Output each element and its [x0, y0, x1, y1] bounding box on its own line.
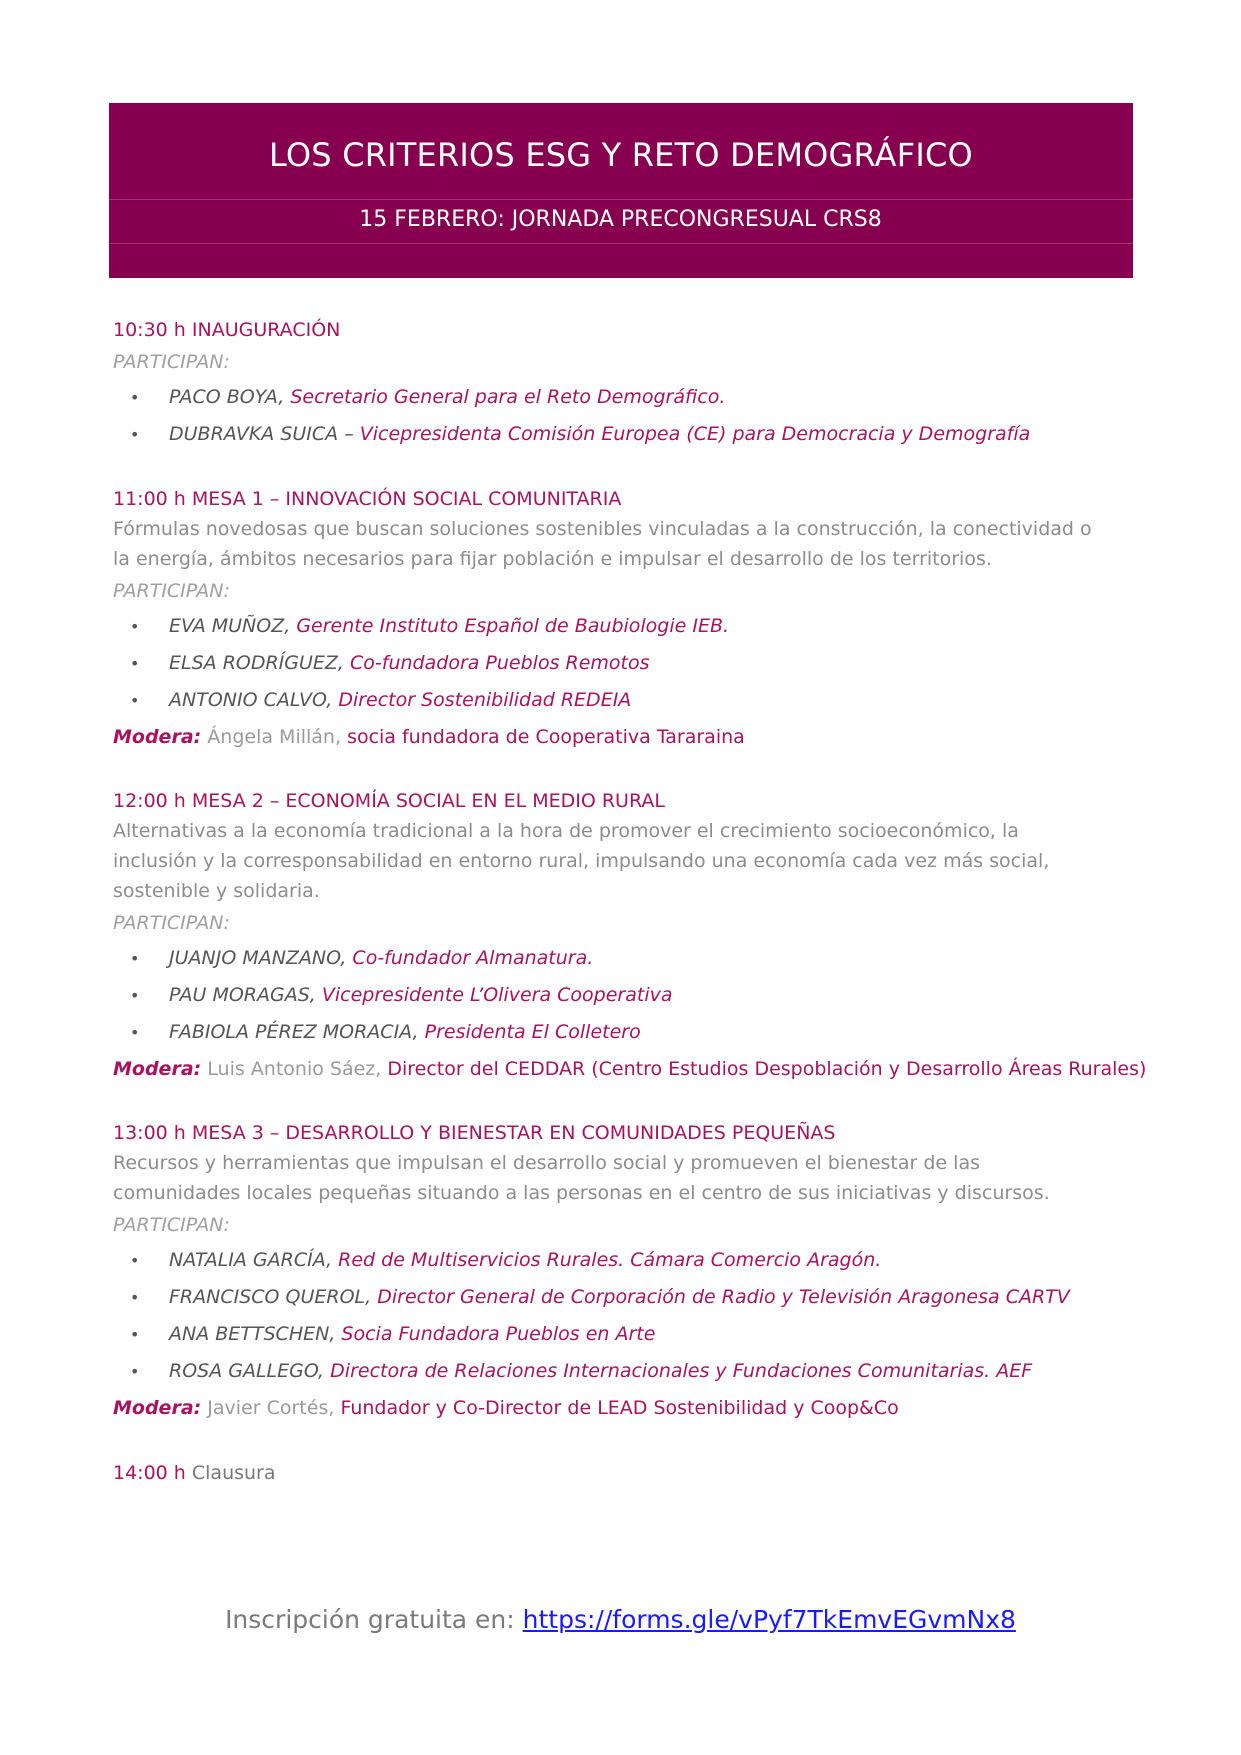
speaker-list [113, 940, 1193, 1051]
session-description: Fórmulas novedosas que buscan soluciones sostenibles vinculadas a la construcción, la conectividad o [113, 518, 1092, 540]
closing-time: 14:00 h [113, 1462, 186, 1484]
speaker-item [113, 682, 1193, 719]
moderator-line [113, 1390, 1193, 1426]
speaker-item [113, 1279, 1193, 1316]
session-heading [113, 485, 1193, 514]
session-description: inclusión y la corresponsabilidad en entorno rural, impulsando una economía cada vez más social, [113, 850, 1050, 872]
bullet-icon: • [130, 617, 140, 636]
session-heading [113, 787, 1193, 816]
moderator-role: socia fundadora de Cooperativa Tararaina [347, 726, 745, 748]
moderator-line [113, 719, 1193, 755]
speaker-role: Vicepresidente L’Olivera Cooperativa [321, 984, 673, 1006]
speaker-list [113, 608, 1193, 719]
moderator-name: Luis Antonio Sáez, [207, 1058, 382, 1080]
document-title: LOS CRITERIOS ESG Y RETO DEMOGRÁFICO [269, 136, 973, 174]
speaker-name: EVA MUÑOZ, [169, 615, 291, 637]
closing-line [113, 1458, 1193, 1488]
speaker-role: Directora de Relaciones Internacionales y Fundaciones Comunitarias. AEF [330, 1360, 1033, 1382]
speaker-role: Gerente Instituto Español de Baubiologie IEB [296, 615, 724, 637]
speaker-name: FRANCISCO QUEROL, [169, 1286, 372, 1308]
title-banner [109, 103, 1133, 278]
registration-label: Inscripción gratuita en: [225, 1605, 515, 1634]
speaker-item [113, 1014, 1193, 1051]
speaker-name: ANA BETTSCHEN, [169, 1323, 336, 1345]
speaker-item [113, 940, 1193, 977]
banner-divider-bottom [109, 243, 1133, 244]
bullet-icon: • [130, 1325, 140, 1344]
participan-label: PARTICIPAN: [113, 351, 230, 373]
speaker-role: Secretario General para el Reto Demográfico [290, 386, 720, 408]
session-time: 13:00 h [113, 1122, 186, 1144]
bullet-icon: • [130, 388, 140, 407]
closing-text: Clausura [191, 1462, 276, 1484]
moderator-label: Modera: [113, 1397, 202, 1419]
session-description: Alternativas a la economía tradicional a la hora de promover el crecimiento socioeconómico, la [113, 820, 1019, 842]
speaker-role: Socia Fundadora Pueblos en Arte [341, 1323, 656, 1345]
speaker-role: Co-fundadora Pueblos Remotos [350, 652, 650, 674]
speaker-name: NATALIA GARCÍA, [169, 1249, 333, 1271]
bullet-icon: • [130, 1288, 140, 1307]
session-title: INAUGURACIÓN [191, 319, 341, 341]
speaker-role: Director General de Corporación de Radio y Televisión Aragonesa CARTV [377, 1286, 1070, 1308]
speaker-item [113, 608, 1193, 645]
participan-label: PARTICIPAN: [113, 580, 230, 602]
session-description: sostenible y solidaria. [113, 880, 320, 902]
speaker-list [113, 1242, 1193, 1390]
speaker-role: Director Sostenibilidad REDEIA [338, 689, 632, 711]
session-mesa-3 [113, 1119, 1193, 1426]
session-heading [113, 1119, 1193, 1148]
bullet-icon: • [130, 425, 140, 444]
bullet-icon: • [130, 691, 140, 710]
bullet-icon: • [130, 986, 140, 1005]
speaker-role-end: . [587, 947, 594, 969]
session-inauguracion [113, 316, 1193, 453]
speaker-name: PAU MORAGAS, [169, 984, 316, 1006]
speaker-item [113, 1316, 1193, 1353]
moderator-name: Javier Cortés, [207, 1397, 335, 1419]
registration-footer [0, 1605, 1241, 1634]
speaker-item [113, 1242, 1193, 1279]
session-heading [113, 316, 1193, 345]
speaker-role-end: . [875, 1249, 882, 1271]
session-mesa-1 [113, 485, 1193, 755]
participan-label: PARTICIPAN: [113, 912, 230, 934]
document-subtitle: 15 FEBRERO: JORNADA PRECONGRESUAL CRS8 [359, 207, 882, 232]
session-mesa-2 [113, 787, 1193, 1087]
program-content [113, 316, 1193, 1488]
moderator-role: Fundador y Co-Director de LEAD Sostenibilidad y Coop&Co [340, 1397, 899, 1419]
session-time: 11:00 h [113, 488, 186, 510]
speaker-item [113, 977, 1193, 1014]
moderator-role: Director del CEDDAR (Centro Estudios Despoblación y Desarrollo Áreas Rurales) [387, 1058, 1147, 1080]
participan-label: PARTICIPAN: [113, 1214, 230, 1236]
session-description: comunidades locales pequeñas situando a las personas en el centro de sus iniciativas y discursos. [113, 1182, 1050, 1204]
banner-divider-top [109, 199, 1133, 200]
moderator-line [113, 1051, 1193, 1087]
speaker-name: ANTONIO CALVO, [169, 689, 333, 711]
speaker-name: ROSA GALLEGO, [169, 1360, 325, 1382]
speaker-role: Vicepresidenta Comisión Europea (CE) para Democracia y Demografía [359, 423, 1031, 445]
speaker-name: JUANJO MANZANO, [169, 947, 347, 969]
speaker-name: PACO BOYA, [169, 386, 285, 408]
speaker-item [113, 379, 1193, 416]
session-time: 10:30 h [113, 319, 186, 341]
speaker-name: DUBRAVKA SUICA – [169, 423, 354, 445]
registration-link[interactable]: https://forms.gle/vPyf7TkEmvEGvmNx8 [522, 1605, 1016, 1634]
speaker-name: ELSA RODRÍGUEZ, [169, 652, 344, 674]
bullet-icon: • [130, 1251, 140, 1270]
speaker-item [113, 645, 1193, 682]
session-description: Recursos y herramientas que impulsan el desarrollo social y promueven el bienestar de las [113, 1152, 980, 1174]
bullet-icon: • [130, 1362, 140, 1381]
session-title: MESA 1 – INNOVACIÓN SOCIAL COMUNITARIA [191, 488, 622, 510]
speaker-role-end: . [719, 386, 726, 408]
moderator-name: Ángela Millán, [207, 726, 342, 748]
speaker-role: Red de Multiservicios Rurales. Cámara Comercio Aragón [338, 1249, 876, 1271]
speaker-name: FABIOLA PÉREZ MORACIA, [169, 1021, 419, 1043]
moderator-label: Modera: [113, 726, 202, 748]
speaker-item [113, 1353, 1193, 1390]
bullet-icon: • [130, 654, 140, 673]
session-title: MESA 2 – ECONOMÍA SOCIAL EN EL MEDIO RURAL [191, 790, 665, 812]
speaker-role: Co-fundador Almanatura [352, 947, 588, 969]
speaker-role: Presidenta El Colletero [424, 1021, 641, 1043]
bullet-icon: • [130, 1023, 140, 1042]
speaker-item [113, 416, 1193, 453]
session-description: la energía, ámbitos necesarios para fijar población e impulsar el desarrollo de los territorios. [113, 548, 992, 570]
session-time: 12:00 h [113, 790, 186, 812]
moderator-label: Modera: [113, 1058, 202, 1080]
bullet-icon: • [130, 949, 140, 968]
speaker-list [113, 379, 1193, 453]
speaker-role-end: . [723, 615, 730, 637]
session-title: MESA 3 – DESARROLLO Y BIENESTAR EN COMUNIDADES PEQUEÑAS [191, 1122, 836, 1144]
